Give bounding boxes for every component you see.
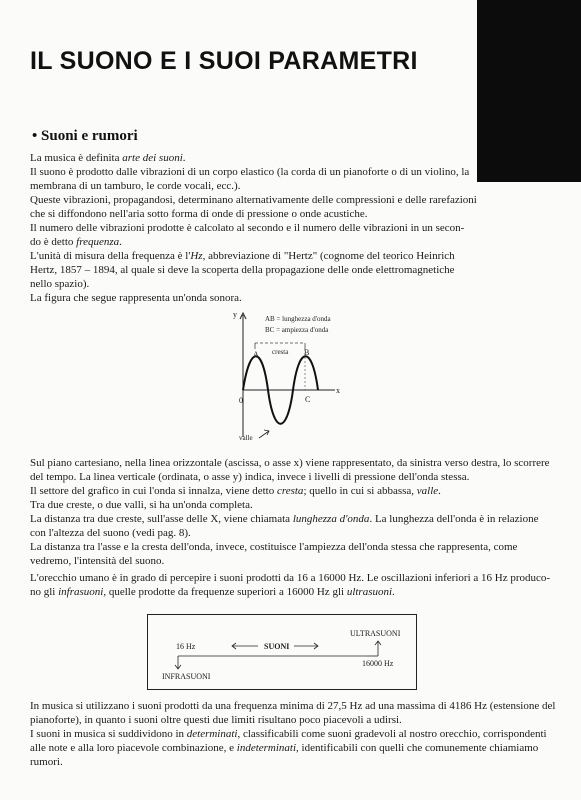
x-axis-label: x <box>336 386 340 395</box>
text-line: In musica si utilizzano i suoni prodotti da una frequenza minima di 27,5 Hz ad una massima di 4186 Hz (estensione del <box>30 700 556 712</box>
text-line: membrana di un tamburo, le corde vocali, ecc.). <box>30 180 241 192</box>
infrasound-label: INFRASUONI <box>162 672 211 681</box>
low-frequency-label: 16 Hz <box>176 642 196 651</box>
frequency-range-diagram <box>147 614 417 690</box>
text-line: L'unità di misura della frequenza è l'Hz, abbreviazione di "Hertz" (cognome del teorico Heinrich <box>30 250 455 262</box>
sound-wave-diagram <box>225 305 365 455</box>
text-line: del tempo. La linea verticale (ordinata, o asse y) indica, invece i livelli di pressione dell'onda stessa. <box>30 471 470 483</box>
point-a-label: A <box>253 350 259 359</box>
page-title: IL SUONO E I SUOI PARAMETRI <box>30 47 418 75</box>
y-axis-label: y <box>233 310 237 319</box>
text-line: Queste vibrazioni, propagandosi, determinano alternativamente delle compressioni e delle rarefazioni <box>30 194 477 206</box>
text-line: Sul piano cartesiano, nella linea orizzontale (ascissa, o asse x) viene rappresentato, da sinistra verso destra, lo scorrere <box>30 457 550 469</box>
closing-paragraph <box>30 699 558 769</box>
text-line: nello spazio). <box>30 278 90 290</box>
text-line: L'orecchio umano è in grado di percepire i suoni prodotti da 16 a 16000 Hz. Le oscillazioni inferiori a 16 Hz produco- <box>30 572 551 584</box>
text-line: I suoni in musica si suddividono in determinati, classificabili come suoni gradevoli al nostro orecchio, corrispondenti <box>30 728 547 740</box>
text-line: pianoforte), in quanto i suoni oltre questi due limiti risultano poco piacevoli a udirsi. <box>30 714 402 726</box>
text-line: La musica è definita arte dei suoni. <box>30 152 186 164</box>
text-line: La figura che segue rappresenta un'onda sonora. <box>30 292 242 304</box>
text-line: Il numero delle vibrazioni prodotte è calcolato al secondo e il numero delle vibrazioni in un secon- <box>30 222 465 234</box>
section-heading <box>32 128 138 145</box>
section-heading-text: Suoni e rumori <box>41 128 138 144</box>
point-c-label: C <box>305 395 311 404</box>
sounds-label: SUONI <box>264 642 290 651</box>
intro-paragraph <box>30 151 558 305</box>
text-line: Il settore del grafico in cui l'onda si innalza, viene detto cresta; quello in cui si abbassa, valle. <box>30 485 441 497</box>
text-line: che si diffondono nell'aria sotto forma di onde di pressione o onde acustiche. <box>30 208 368 220</box>
text-line: vedremo, l'intensità del suono. <box>30 555 165 567</box>
section-bullet: • <box>32 128 38 144</box>
text-line: Tra due creste, o due valli, si ha un'onda completa. <box>30 499 253 511</box>
description-paragraph <box>30 456 558 568</box>
high-frequency-label: 16000 Hz <box>362 659 394 668</box>
ultrasound-label: ULTRASUONI <box>350 629 401 638</box>
legend-wavelength: AB = lunghezza d'onda <box>265 315 331 323</box>
text-line: La distanza tra due creste, sull'asse delle X, viene chiamata lunghezza d'onda. La lunghezza dell'onda è in relazione <box>30 513 539 525</box>
text-line: no gli infrasuoni, quelle prodotte da frequenze superiori a 16000 Hz gli ultrasuoni. <box>30 586 395 598</box>
legend-amplitude: BC = ampiezza d'onda <box>265 326 329 334</box>
text-line: Il suono è prodotto dalle vibrazioni di un corpo elastico (la corda di un pianoforte o di un violino, la <box>30 166 470 178</box>
text-line: rumori. <box>30 756 63 768</box>
text-line: Hertz, 1857 – 1894, al quale si deve la scoperta della propagazione delle onde elettromagnetiche <box>30 264 455 276</box>
text-line: La distanza tra l'asse e la cresta dell'onda, invece, costituisce l'ampiezza dell'onda stessa che rappresenta, come <box>30 541 518 553</box>
origin-label: 0 <box>239 396 243 405</box>
text-line: alle note e alla loro piacevole combinazione, e indeterminati, identificabili con quelli che comunemente chiamiamo <box>30 742 539 754</box>
text-line: con l'altezza del suono (vedi pag. 8). <box>30 527 191 539</box>
point-b-label: B <box>304 348 310 357</box>
hearing-paragraph <box>30 571 558 599</box>
crest-label: cresta <box>272 348 289 356</box>
text-line: do è detto frequenza. <box>30 236 122 248</box>
trough-label: valle <box>239 434 253 442</box>
